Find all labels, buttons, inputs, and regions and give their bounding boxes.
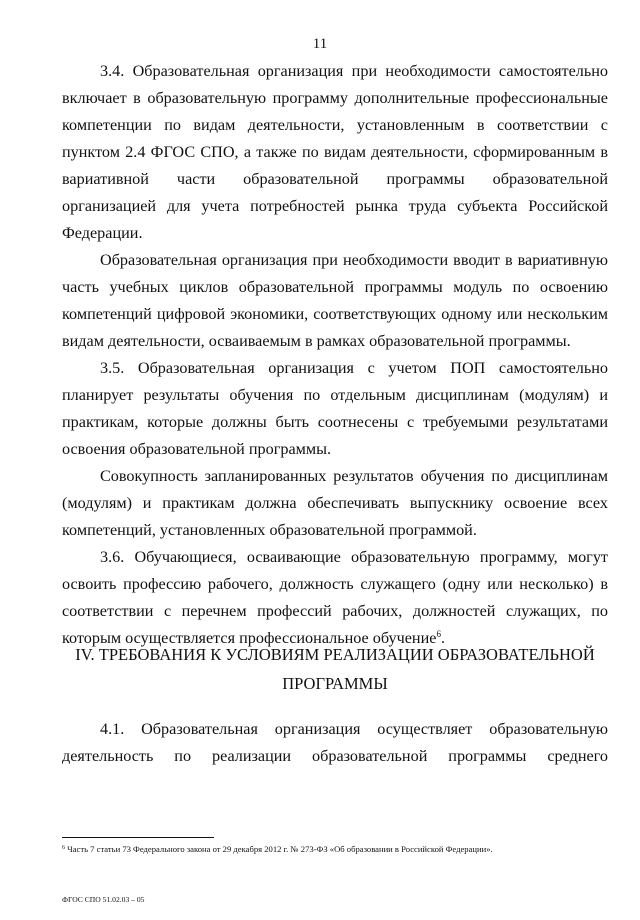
- footnote-mark: 6: [62, 845, 65, 851]
- section-heading-line-1: IV. ТРЕБОВАНИЯ К УСЛОВИЯМ РЕАЛИЗАЦИИ ОБРАЗОВАТЕЛЬНОЙ: [75, 645, 595, 664]
- paragraph-learning-results-set: Совокупность запланированных результатов обучения по дисциплинам (модулям) и практикам должна обеспечивать выпускнику освоение всех компетенций, установленных образовательной программой.: [62, 467, 608, 539]
- page-number: 11: [312, 36, 328, 52]
- section-body: [62, 716, 608, 770]
- paragraph-3-4: 3.4. Образовательная организация при необходимости самостоятельно включает в образовательную программу дополнительные профессиональные компетенции по видам деятельности, установленным в соответствии с пунктом 2.4 ФГОС СПО, а также по видам деятельности, сформированным в вариативной части образовательной программы образовательной организацией для учета потребностей рынка труда субъекта Российской Федерации.: [62, 62, 608, 242]
- footnote-divider: [62, 837, 214, 838]
- document-code: ФГОС СПО 51.02.03 – 05: [62, 895, 145, 904]
- paragraph-3-6-text: 3.6. Обучающиеся, осваивающие образовательную программу, могут освоить профессию рабочего, должность служащего (одну или несколько) в соответствии с перечнем профессий рабочих, должностей служащих, по которым осуществляется профессиональное обучение: [62, 548, 608, 647]
- paragraph-3-6: [62, 544, 608, 652]
- footnote-reference[interactable]: 6: [436, 629, 441, 639]
- footnote-text: Часть 7 статьи 73 Федерального закона от 29 декабря 2012 г. № 273-ФЗ «Об образовании в Российской Федерации».: [65, 844, 493, 854]
- paragraph-digital-economy-module: Образовательная организация при необходимости вводит в вариативную часть учебных циклов образовательной программы модуль по освоению компетенций цифровой экономики, соответствующих одному или нескольким видам деятельности, осваиваемым в рамках образовательной программы.: [62, 251, 608, 350]
- paragraph-4-1: 4.1. Образовательная организация осуществляет образовательную деятельность по реализации образовательной программы среднего: [62, 720, 608, 765]
- paragraph-3-5: 3.5. Образовательная организация с учетом ПОП самостоятельно планирует результаты обучения по отдельным дисциплинам (модулям) и практикам, которые должны быть соотнесены с требуемыми результатами освоения образовательной программы.: [62, 359, 608, 458]
- paragraph-3-6-end: .: [440, 629, 445, 647]
- section-heading: [62, 640, 608, 698]
- footnote: [62, 843, 622, 855]
- section-heading-line-2: ПРОГРАММЫ: [282, 674, 388, 693]
- document-body: [62, 58, 608, 652]
